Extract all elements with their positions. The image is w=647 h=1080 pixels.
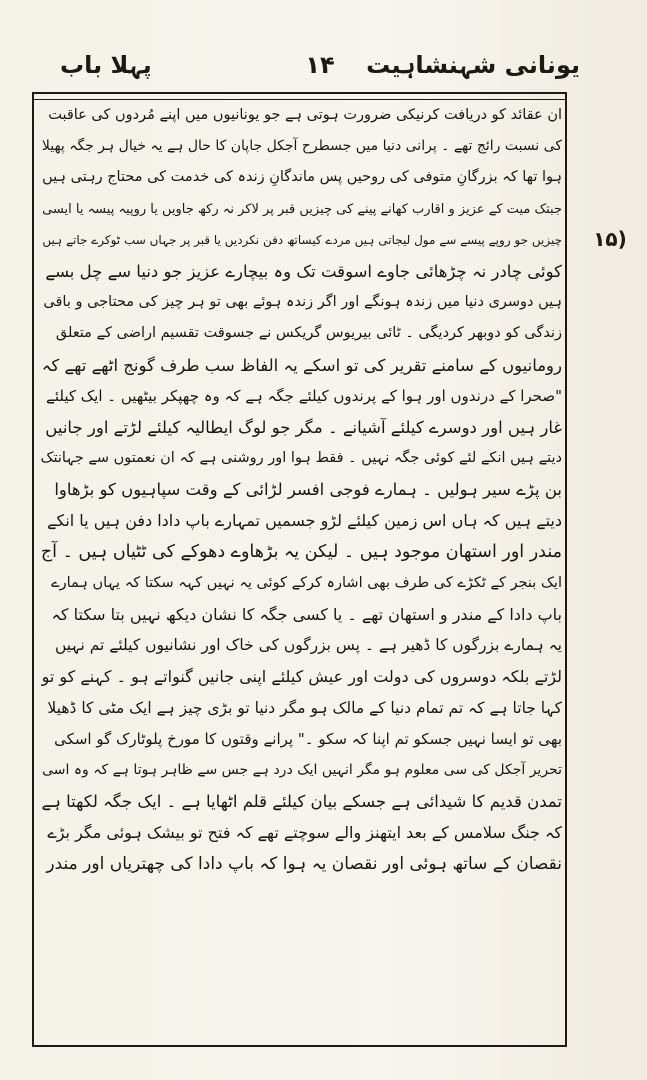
page-number: ۱۴ [305, 51, 335, 79]
text-line: غار ہیں اور دوسرے کیلئے آشیانے ۔ مگر جو لوگ ایطالیہ کیلئے لڑتے اور جانیں [45, 417, 562, 437]
text-line: باپ دادا کے مندر و استھان تھے ۔ یا کسی جگہ کا نشان دیکھ نہیں بتا سکتا کہ [51, 605, 562, 624]
text-line: رومانیوں کے سامنے تقریر کی تو اسکے یہ الفاظ سب طرف گونج اٹھے تھے کہ [41, 355, 562, 375]
text-line: بھی تو ایسا نہیں جسکو تم اپنا کہ سکو ۔" پرانے وقتوں کا مورخ پلوٹارک گو اسکی [54, 729, 562, 748]
text-line: لڑتے بلکہ دوسروں کی دولت اور عیش کیلئے اپنی جانیں گنواتے ہو ۔ کہنے کو تو [41, 667, 562, 687]
text-line: کہ جنگ سلامس کے بعد ایتھنز والے سوچتے تھے کہ فتح تو بیشک ہوئی مگر بڑے [47, 823, 562, 843]
text-line: ان عقائد کو دریافت کرنیکی ضرورت ہوتی ہے جو یونانیوں میں اپنے مُردوں کی عاقبت [48, 107, 562, 123]
text-line: نقصان کے ساتھ ہوئی اور نقصان یہ ہوا کہ باپ دادا کی چھتریاں اور مندر [46, 853, 562, 874]
text-line: تحریر آجکل کی سی معلوم ہو مگر انہیں ایک درد ہے جس سے ظاہر ہوتا ہے کہ وہ اسی [42, 761, 562, 778]
text-line: چیزیں جو روپے پیسے سے مول لیجاتی ہیں مردے کیساتھ دفن نکردیں یا قبر پر جہاں سب ٹوکرے جاتے ہیں [42, 232, 562, 247]
text-line: ایک بنجر کے ٹکڑے کی طرف بھی اشارہ کرکے کوئی یہ نہیں کہہ سکتا کہ یہاں ہمارے [51, 574, 562, 591]
body-text [40, 100, 562, 880]
text-line: یہ ہمارے بزرگوں کا ڈھیر ہے ۔ پس بزرگوں کی خاک اور نشانیوں کیلئے تم نہیں [54, 636, 562, 655]
margin-page-reference: (۱۵ [593, 227, 627, 251]
text-line: مندر اور استھان موجود ہیں ۔ لیکن یہ بڑھاوے دھوکے کی ٹٹیاں ہیں ۔ آج [40, 541, 562, 562]
text-line: تمدن قدیم کا شیدائی ہے جسکے بیان کیلئے قلم اٹھایا ہے ۔ ایک جگہ لکھتا ہے [41, 792, 562, 812]
text-line: جبتک میت کے عزیز و اقارب کھانے پینے کی چیزیں قبر پر لاکر نہ رکھ جاویں یا روپیہ پیسہ یا ایسی [42, 201, 562, 217]
text-line: زندگی کو دوبھر کردیگی ۔ ٹائی بیریوس گریکس نے جسوقت تقسیم اراضی کے متعلق [55, 325, 562, 342]
text-line: دیتے ہیں انکے لئے کوئی جگہ نہیں ۔ فقط ہوا اور روشنی ہے کہ ان نعمتوں سے جہانتک [40, 450, 562, 467]
book-title: یونانی شہنشاہیت [366, 51, 580, 79]
text-line: کی نسبت رائج تھے ۔ پرانی دنیا میں جسطرح آجکل جاپان کا حال ہے یہ خیال ہر جگہ پھیلا [41, 138, 562, 155]
running-header [60, 45, 580, 95]
text-line: کہا جاتا ہے کہ تم تمام دنیا کے مالک ہو مگر دنیا تو بڑی چیز ہے ایک مٹی کا ڈھیلا [47, 698, 562, 717]
text-line: ہیں دوسری دنیا میں زندہ ہونگے اور اگر زندہ ہوئے بھی تو ہر چیز کی محتاجی و باقی [43, 294, 562, 311]
text-line: دیتے ہیں کہ ہاں اس زمین کیلئے لڑو جسمیں تمہارے باپ دادا دفن ہیں یا انکے [47, 511, 562, 531]
text-line: بن پڑے سیر ہولیں ۔ ہمارے فوجی افسر لڑائی کے وقت سپاہیوں کو بڑھاوا [54, 480, 562, 500]
text-line: کوئی چادر نہ چڑھائی جاوے اسوقت تک وہ بیچارے عزیز جو دنیا سے چل بسے [45, 261, 562, 281]
chapter-title: پہلا باب [60, 51, 152, 79]
text-line: ہوا تھا کہ بزرگانِ متوفی کی روحیں پس ماندگانِ زندہ کی خدمت کی محتاج رہتی ہیں [42, 169, 562, 186]
text-line: "صحرا کے درندوں اور ہوا کے پرندوں کیلئے جگہ ہے کہ وہ چھپکر بیٹھیں ۔ ایک کیلئے [46, 386, 562, 405]
